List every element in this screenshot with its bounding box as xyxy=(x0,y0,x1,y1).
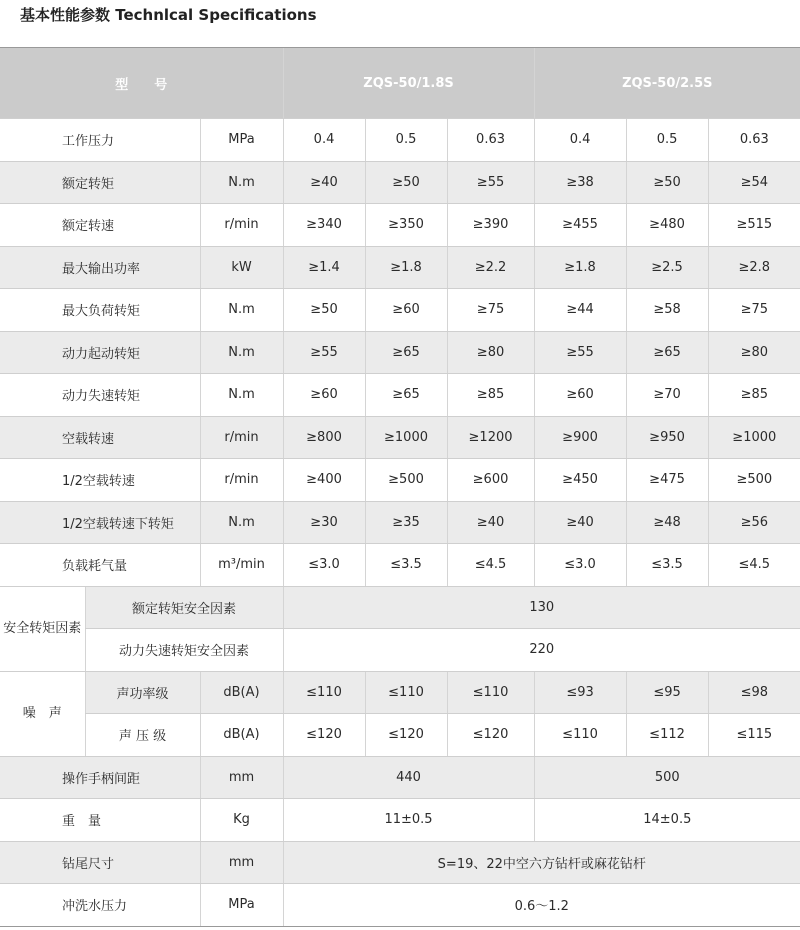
param-label: 空载转速 xyxy=(0,416,200,459)
unit-cell: MPa xyxy=(200,884,283,927)
unit-cell: mm xyxy=(200,756,283,799)
value-cell: ≥1000 xyxy=(708,416,800,459)
value-cell: ≤110 xyxy=(365,671,447,714)
value-cell: ≥80 xyxy=(708,331,800,374)
unit-cell: mm xyxy=(200,841,283,884)
value-cell: ≥70 xyxy=(626,374,708,417)
value-cell: 500 xyxy=(534,756,800,799)
noise-label: 声 压 级 xyxy=(85,714,200,757)
noise-label: 声功率级 xyxy=(85,671,200,714)
noise-row xyxy=(0,671,800,714)
value-cell: ≥800 xyxy=(283,416,365,459)
spec-row xyxy=(0,374,800,417)
value-cell: ≤3.0 xyxy=(534,544,626,587)
value-cell: ≥455 xyxy=(534,204,626,247)
param-label: 最大输出功率 xyxy=(0,246,200,289)
value-cell: ≤93 xyxy=(534,671,626,714)
noise-group-label: 噪 声 xyxy=(0,671,85,756)
spec-row xyxy=(0,544,800,587)
unit-cell: N.m xyxy=(200,289,283,332)
spec-table xyxy=(0,47,800,927)
safety-rated-value: 130 xyxy=(283,586,800,629)
unit-cell: m³/min xyxy=(200,544,283,587)
value-cell: ≥480 xyxy=(626,204,708,247)
value-cell: ≥54 xyxy=(708,161,800,204)
value-cell: ≥1200 xyxy=(447,416,534,459)
safety-row xyxy=(0,629,800,672)
value-cell: ≥50 xyxy=(283,289,365,332)
value-cell: 440 xyxy=(283,756,534,799)
unit-cell: r/min xyxy=(200,416,283,459)
spec-row xyxy=(0,459,800,502)
spec-row xyxy=(0,331,800,374)
value-cell: 0.5 xyxy=(626,119,708,162)
unit-cell: N.m xyxy=(200,374,283,417)
param-label: 操作手柄间距 xyxy=(0,756,200,799)
param-label: 动力起动转矩 xyxy=(0,331,200,374)
value-cell: ≤110 xyxy=(447,671,534,714)
param-label: 冲洗水压力 xyxy=(0,884,200,927)
shank-row xyxy=(0,841,800,884)
value-cell: ≤120 xyxy=(447,714,534,757)
value-cell: ≤3.0 xyxy=(283,544,365,587)
param-label: 额定转矩 xyxy=(0,161,200,204)
value-cell: 0.4 xyxy=(534,119,626,162)
value-cell: ≥85 xyxy=(708,374,800,417)
unit-cell: dB(A) xyxy=(200,671,283,714)
value-cell: S=19、22中空六方钻杆或麻花钻杆 xyxy=(283,841,800,884)
unit-cell: N.m xyxy=(200,331,283,374)
unit-cell: dB(A) xyxy=(200,714,283,757)
value-cell: ≥56 xyxy=(708,501,800,544)
value-cell: ≤4.5 xyxy=(708,544,800,587)
value-cell: ≥450 xyxy=(534,459,626,502)
spec-row xyxy=(0,161,800,204)
value-cell: ≥60 xyxy=(283,374,365,417)
spec-row xyxy=(0,501,800,544)
safety-row xyxy=(0,586,800,629)
value-cell: 0.63 xyxy=(708,119,800,162)
value-cell: ≥340 xyxy=(283,204,365,247)
unit-cell: r/min xyxy=(200,204,283,247)
spec-row xyxy=(0,416,800,459)
value-cell: ≥515 xyxy=(708,204,800,247)
value-cell: ≥2.5 xyxy=(626,246,708,289)
model-header: 型 号 xyxy=(0,48,283,119)
spec-row xyxy=(0,119,800,162)
param-label: 1/2空载转速下转矩 xyxy=(0,501,200,544)
value-cell: ≤110 xyxy=(283,671,365,714)
value-cell: ≥60 xyxy=(534,374,626,417)
value-cell: ≥390 xyxy=(447,204,534,247)
value-cell: 0.6～1.2 xyxy=(283,884,800,927)
value-cell: ≥475 xyxy=(626,459,708,502)
unit-cell: kW xyxy=(200,246,283,289)
value-cell: ≤95 xyxy=(626,671,708,714)
value-cell: ≥500 xyxy=(365,459,447,502)
value-cell: ≥55 xyxy=(534,331,626,374)
value-cell: ≥50 xyxy=(626,161,708,204)
handle-row xyxy=(0,756,800,799)
value-cell: ≥1.4 xyxy=(283,246,365,289)
model-1-header: ZQS-50/1.8S xyxy=(283,48,534,119)
unit-cell: N.m xyxy=(200,501,283,544)
value-cell: ≥75 xyxy=(708,289,800,332)
value-cell: ≥75 xyxy=(447,289,534,332)
value-cell: ≥58 xyxy=(626,289,708,332)
page-title: 基本性能参数 Technlcal Specifications xyxy=(20,6,317,24)
spec-row xyxy=(0,204,800,247)
value-cell: ≥1000 xyxy=(365,416,447,459)
value-cell: ≤110 xyxy=(534,714,626,757)
value-cell: ≤112 xyxy=(626,714,708,757)
param-label: 1/2空载转速 xyxy=(0,459,200,502)
weight-row xyxy=(0,799,800,842)
value-cell: ≥48 xyxy=(626,501,708,544)
value-cell: 0.5 xyxy=(365,119,447,162)
safety-rated-label: 额定转矩安全因素 xyxy=(85,586,283,629)
value-cell: ≥2.2 xyxy=(447,246,534,289)
model-2-header: ZQS-50/2.5S xyxy=(534,48,800,119)
param-label: 工作压力 xyxy=(0,119,200,162)
value-cell: ≥35 xyxy=(365,501,447,544)
value-cell: ≤98 xyxy=(708,671,800,714)
value-cell: ≥44 xyxy=(534,289,626,332)
value-cell: ≥85 xyxy=(447,374,534,417)
value-cell: ≥950 xyxy=(626,416,708,459)
value-cell: ≥80 xyxy=(447,331,534,374)
value-cell: ≥65 xyxy=(365,331,447,374)
value-cell: ≥65 xyxy=(365,374,447,417)
value-cell: ≥400 xyxy=(283,459,365,502)
water-row xyxy=(0,884,800,927)
value-cell: 0.4 xyxy=(283,119,365,162)
value-cell: ≥38 xyxy=(534,161,626,204)
unit-cell: Kg xyxy=(200,799,283,842)
value-cell: ≤120 xyxy=(283,714,365,757)
param-label: 最大负荷转矩 xyxy=(0,289,200,332)
value-cell: ≤4.5 xyxy=(447,544,534,587)
param-label: 负载耗气量 xyxy=(0,544,200,587)
safety-group-label: 安全转矩因素 xyxy=(0,586,85,671)
param-label: 重 量 xyxy=(0,799,200,842)
spec-row xyxy=(0,246,800,289)
value-cell: ≥50 xyxy=(365,161,447,204)
value-cell: ≥1.8 xyxy=(365,246,447,289)
value-cell: ≥65 xyxy=(626,331,708,374)
value-cell: 14±0.5 xyxy=(534,799,800,842)
param-label: 额定转速 xyxy=(0,204,200,247)
spec-row xyxy=(0,289,800,332)
unit-cell: MPa xyxy=(200,119,283,162)
value-cell: ≥2.8 xyxy=(708,246,800,289)
value-cell: ≥1.8 xyxy=(534,246,626,289)
unit-cell: r/min xyxy=(200,459,283,502)
value-cell: ≥600 xyxy=(447,459,534,502)
value-cell: ≤3.5 xyxy=(365,544,447,587)
value-cell: ≥40 xyxy=(447,501,534,544)
value-cell: ≥55 xyxy=(283,331,365,374)
param-label: 动力失速转矩 xyxy=(0,374,200,417)
value-cell: ≥500 xyxy=(708,459,800,502)
noise-row xyxy=(0,714,800,757)
value-cell: ≥40 xyxy=(534,501,626,544)
value-cell: ≥900 xyxy=(534,416,626,459)
value-cell: ≥30 xyxy=(283,501,365,544)
value-cell: ≥40 xyxy=(283,161,365,204)
param-label: 钻尾尺寸 xyxy=(0,841,200,884)
header-row xyxy=(0,48,800,119)
value-cell: ≥350 xyxy=(365,204,447,247)
value-cell: ≤3.5 xyxy=(626,544,708,587)
safety-stall-value: 220 xyxy=(283,629,800,672)
unit-cell: N.m xyxy=(200,161,283,204)
value-cell: 11±0.5 xyxy=(283,799,534,842)
value-cell: 0.63 xyxy=(447,119,534,162)
value-cell: ≤115 xyxy=(708,714,800,757)
value-cell: ≥55 xyxy=(447,161,534,204)
value-cell: ≤120 xyxy=(365,714,447,757)
safety-stall-label: 动力失速转矩安全因素 xyxy=(85,629,283,672)
value-cell: ≥60 xyxy=(365,289,447,332)
